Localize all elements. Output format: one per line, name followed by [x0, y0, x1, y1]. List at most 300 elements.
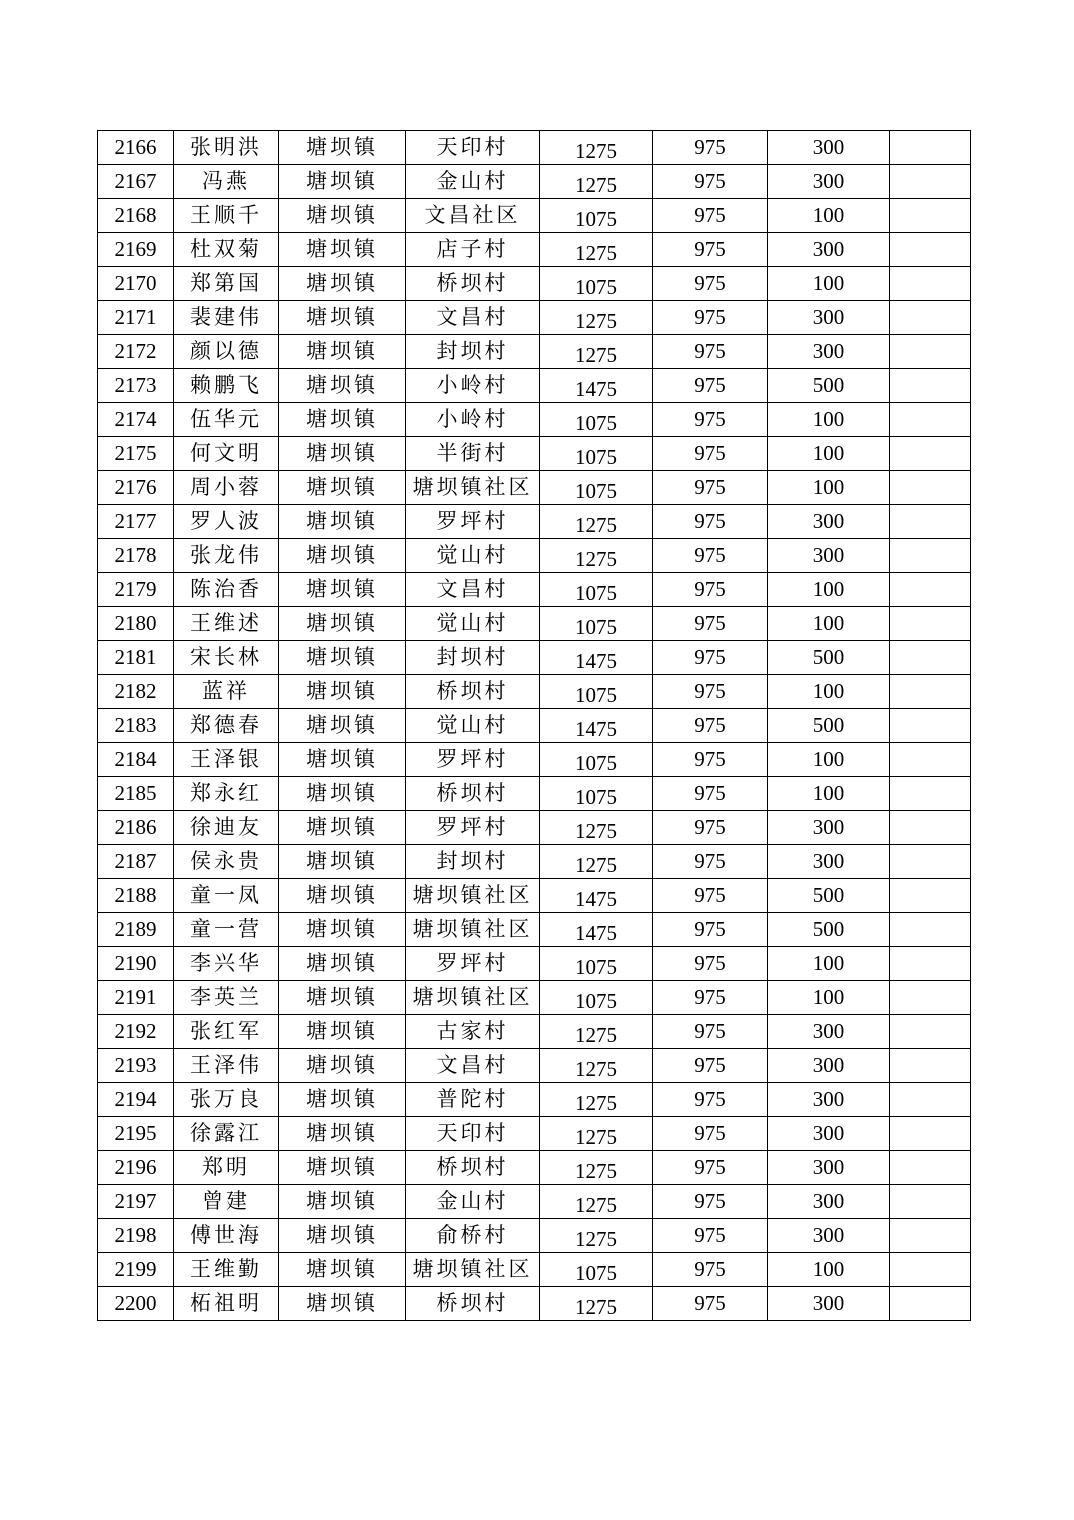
total-amount-value: 1275 — [575, 819, 617, 843]
total-amount-cell — [540, 947, 653, 981]
extra-amount-cell: 300 — [768, 1117, 890, 1151]
person-name-cell: 王顺千 — [174, 199, 279, 233]
total-amount-value: 1275 — [575, 1057, 617, 1081]
table-row — [98, 1185, 971, 1219]
person-name-cell: 王维述 — [174, 607, 279, 641]
total-amount-cell — [540, 403, 653, 437]
serial-number-cell: 2186 — [98, 811, 174, 845]
total-amount-cell — [540, 471, 653, 505]
extra-amount-cell: 500 — [768, 709, 890, 743]
table-row — [98, 641, 971, 675]
table-row — [98, 1049, 971, 1083]
total-amount-cell — [540, 437, 653, 471]
total-amount-value: 1275 — [575, 343, 617, 367]
person-name-cell: 王泽伟 — [174, 1049, 279, 1083]
total-amount-value: 1075 — [575, 751, 617, 775]
serial-number-cell: 2171 — [98, 301, 174, 335]
town-cell: 塘坝镇 — [279, 335, 406, 369]
remarks-cell — [890, 573, 971, 607]
remarks-cell — [890, 845, 971, 879]
village-cell: 觉山村 — [406, 607, 540, 641]
base-amount-cell: 975 — [653, 947, 768, 981]
total-amount-value: 1075 — [575, 275, 617, 299]
base-amount-cell: 975 — [653, 1151, 768, 1185]
serial-number-cell: 2177 — [98, 505, 174, 539]
town-cell: 塘坝镇 — [279, 1049, 406, 1083]
person-name-cell: 童一营 — [174, 913, 279, 947]
base-amount-cell: 975 — [653, 1253, 768, 1287]
person-name-cell: 周小蓉 — [174, 471, 279, 505]
village-cell: 桥坝村 — [406, 267, 540, 301]
serial-number-cell: 2180 — [98, 607, 174, 641]
total-amount-cell — [540, 233, 653, 267]
serial-number-cell: 2188 — [98, 879, 174, 913]
person-name-cell: 蓝祥 — [174, 675, 279, 709]
total-amount-cell — [540, 267, 653, 301]
village-cell: 店子村 — [406, 233, 540, 267]
serial-number-cell: 2178 — [98, 539, 174, 573]
total-amount-value: 1275 — [575, 241, 617, 265]
serial-number-cell: 2183 — [98, 709, 174, 743]
table-row — [98, 131, 971, 165]
base-amount-cell: 975 — [653, 199, 768, 233]
village-cell: 觉山村 — [406, 709, 540, 743]
total-amount-cell — [540, 879, 653, 913]
village-cell: 封坝村 — [406, 641, 540, 675]
person-name-cell: 郑德春 — [174, 709, 279, 743]
total-amount-cell — [540, 981, 653, 1015]
total-amount-cell — [540, 199, 653, 233]
table-row — [98, 607, 971, 641]
town-cell: 塘坝镇 — [279, 471, 406, 505]
town-cell: 塘坝镇 — [279, 947, 406, 981]
remarks-cell — [890, 369, 971, 403]
total-amount-value: 1075 — [575, 581, 617, 605]
extra-amount-cell: 300 — [768, 165, 890, 199]
town-cell: 塘坝镇 — [279, 709, 406, 743]
total-amount-value: 1075 — [575, 989, 617, 1013]
total-amount-cell — [540, 165, 653, 199]
base-amount-cell: 975 — [653, 403, 768, 437]
extra-amount-cell: 300 — [768, 1287, 890, 1321]
total-amount-value: 1475 — [575, 649, 617, 673]
total-amount-cell — [540, 743, 653, 777]
village-cell: 塘坝镇社区 — [406, 981, 540, 1015]
person-name-cell: 裴建伟 — [174, 301, 279, 335]
town-cell: 塘坝镇 — [279, 777, 406, 811]
remarks-cell — [890, 879, 971, 913]
remarks-cell — [890, 403, 971, 437]
person-name-cell: 何文明 — [174, 437, 279, 471]
total-amount-cell — [540, 845, 653, 879]
extra-amount-cell: 300 — [768, 233, 890, 267]
remarks-cell — [890, 811, 971, 845]
total-amount-cell — [540, 607, 653, 641]
extra-amount-cell: 300 — [768, 505, 890, 539]
remarks-cell — [890, 1083, 971, 1117]
base-amount-cell: 975 — [653, 165, 768, 199]
village-cell: 文昌村 — [406, 301, 540, 335]
village-cell: 天印村 — [406, 131, 540, 165]
extra-amount-cell: 100 — [768, 947, 890, 981]
serial-number-cell: 2198 — [98, 1219, 174, 1253]
village-cell: 罗坪村 — [406, 505, 540, 539]
total-amount-value: 1275 — [575, 1125, 617, 1149]
village-cell: 金山村 — [406, 165, 540, 199]
remarks-cell — [890, 913, 971, 947]
person-name-cell: 李英兰 — [174, 981, 279, 1015]
serial-number-cell: 2190 — [98, 947, 174, 981]
total-amount-cell — [540, 1185, 653, 1219]
base-amount-cell: 975 — [653, 573, 768, 607]
town-cell: 塘坝镇 — [279, 1083, 406, 1117]
village-cell: 金山村 — [406, 1185, 540, 1219]
town-cell: 塘坝镇 — [279, 1253, 406, 1287]
total-amount-cell — [540, 1083, 653, 1117]
remarks-cell — [890, 1049, 971, 1083]
extra-amount-cell: 100 — [768, 573, 890, 607]
village-cell: 文昌社区 — [406, 199, 540, 233]
town-cell: 塘坝镇 — [279, 131, 406, 165]
town-cell: 塘坝镇 — [279, 369, 406, 403]
subsidy-roster-table — [97, 130, 971, 1321]
extra-amount-cell: 300 — [768, 335, 890, 369]
base-amount-cell: 975 — [653, 913, 768, 947]
remarks-cell — [890, 335, 971, 369]
town-cell: 塘坝镇 — [279, 199, 406, 233]
remarks-cell — [890, 301, 971, 335]
person-name-cell: 李兴华 — [174, 947, 279, 981]
serial-number-cell: 2172 — [98, 335, 174, 369]
remarks-cell — [890, 1117, 971, 1151]
remarks-cell — [890, 437, 971, 471]
extra-amount-cell: 100 — [768, 777, 890, 811]
serial-number-cell: 2170 — [98, 267, 174, 301]
town-cell: 塘坝镇 — [279, 573, 406, 607]
total-amount-cell — [540, 335, 653, 369]
base-amount-cell: 975 — [653, 335, 768, 369]
table-row — [98, 1117, 971, 1151]
total-amount-cell — [540, 1015, 653, 1049]
total-amount-value: 1475 — [575, 717, 617, 741]
extra-amount-cell: 500 — [768, 879, 890, 913]
total-amount-cell — [540, 1117, 653, 1151]
town-cell: 塘坝镇 — [279, 505, 406, 539]
serial-number-cell: 2169 — [98, 233, 174, 267]
remarks-cell — [890, 1185, 971, 1219]
total-amount-cell — [540, 1049, 653, 1083]
extra-amount-cell: 300 — [768, 301, 890, 335]
total-amount-value: 1075 — [575, 615, 617, 639]
table-row — [98, 845, 971, 879]
total-amount-value: 1075 — [575, 479, 617, 503]
base-amount-cell: 975 — [653, 879, 768, 913]
base-amount-cell: 975 — [653, 1219, 768, 1253]
village-cell: 塘坝镇社区 — [406, 913, 540, 947]
remarks-cell — [890, 199, 971, 233]
table-row — [98, 777, 971, 811]
base-amount-cell: 975 — [653, 131, 768, 165]
extra-amount-cell: 100 — [768, 267, 890, 301]
town-cell: 塘坝镇 — [279, 675, 406, 709]
person-name-cell: 罗人波 — [174, 505, 279, 539]
table-row — [98, 437, 971, 471]
base-amount-cell: 975 — [653, 607, 768, 641]
person-name-cell: 宋长林 — [174, 641, 279, 675]
village-cell: 桥坝村 — [406, 1287, 540, 1321]
extra-amount-cell: 500 — [768, 641, 890, 675]
total-amount-value: 1275 — [575, 1227, 617, 1251]
town-cell: 塘坝镇 — [279, 811, 406, 845]
base-amount-cell: 975 — [653, 505, 768, 539]
person-name-cell: 陈治香 — [174, 573, 279, 607]
total-amount-cell — [540, 301, 653, 335]
total-amount-cell — [540, 1287, 653, 1321]
base-amount-cell: 975 — [653, 811, 768, 845]
total-amount-cell — [540, 811, 653, 845]
person-name-cell: 曾建 — [174, 1185, 279, 1219]
base-amount-cell: 975 — [653, 777, 768, 811]
village-cell: 塘坝镇社区 — [406, 471, 540, 505]
table-row — [98, 505, 971, 539]
village-cell: 桥坝村 — [406, 675, 540, 709]
serial-number-cell: 2176 — [98, 471, 174, 505]
remarks-cell — [890, 267, 971, 301]
table-row — [98, 981, 971, 1015]
extra-amount-cell: 300 — [768, 1049, 890, 1083]
village-cell: 普陀村 — [406, 1083, 540, 1117]
base-amount-cell: 975 — [653, 845, 768, 879]
extra-amount-cell: 100 — [768, 199, 890, 233]
extra-amount-cell: 100 — [768, 675, 890, 709]
person-name-cell: 张万良 — [174, 1083, 279, 1117]
village-cell: 罗坪村 — [406, 947, 540, 981]
town-cell: 塘坝镇 — [279, 539, 406, 573]
total-amount-cell — [540, 1253, 653, 1287]
total-amount-value: 1275 — [575, 1159, 617, 1183]
base-amount-cell: 975 — [653, 675, 768, 709]
serial-number-cell: 2187 — [98, 845, 174, 879]
total-amount-value: 1275 — [575, 853, 617, 877]
town-cell: 塘坝镇 — [279, 743, 406, 777]
village-cell: 觉山村 — [406, 539, 540, 573]
table-row — [98, 879, 971, 913]
serial-number-cell: 2192 — [98, 1015, 174, 1049]
table-row — [98, 675, 971, 709]
total-amount-value: 1275 — [575, 1193, 617, 1217]
total-amount-value: 1275 — [575, 139, 617, 163]
extra-amount-cell: 300 — [768, 845, 890, 879]
total-amount-cell — [540, 913, 653, 947]
town-cell: 塘坝镇 — [279, 1117, 406, 1151]
serial-number-cell: 2184 — [98, 743, 174, 777]
base-amount-cell: 975 — [653, 233, 768, 267]
town-cell: 塘坝镇 — [279, 1015, 406, 1049]
remarks-cell — [890, 1219, 971, 1253]
serial-number-cell: 2196 — [98, 1151, 174, 1185]
table-row — [98, 811, 971, 845]
town-cell: 塘坝镇 — [279, 301, 406, 335]
total-amount-cell — [540, 709, 653, 743]
total-amount-value: 1475 — [575, 887, 617, 911]
table-row — [98, 165, 971, 199]
base-amount-cell: 975 — [653, 1287, 768, 1321]
extra-amount-cell: 100 — [768, 981, 890, 1015]
table-row — [98, 947, 971, 981]
person-name-cell: 郑永红 — [174, 777, 279, 811]
person-name-cell: 郑第国 — [174, 267, 279, 301]
total-amount-value: 1475 — [575, 921, 617, 945]
person-name-cell: 童一凤 — [174, 879, 279, 913]
serial-number-cell: 2174 — [98, 403, 174, 437]
total-amount-value: 1275 — [575, 1295, 617, 1319]
table-row — [98, 199, 971, 233]
remarks-cell — [890, 743, 971, 777]
serial-number-cell: 2194 — [98, 1083, 174, 1117]
village-cell: 塘坝镇社区 — [406, 879, 540, 913]
base-amount-cell: 975 — [653, 1015, 768, 1049]
table-row — [98, 335, 971, 369]
extra-amount-cell: 300 — [768, 131, 890, 165]
village-cell: 桥坝村 — [406, 777, 540, 811]
base-amount-cell: 975 — [653, 1117, 768, 1151]
base-amount-cell: 975 — [653, 471, 768, 505]
base-amount-cell: 975 — [653, 301, 768, 335]
remarks-cell — [890, 471, 971, 505]
village-cell: 天印村 — [406, 1117, 540, 1151]
total-amount-cell — [540, 505, 653, 539]
person-name-cell: 侯永贵 — [174, 845, 279, 879]
town-cell: 塘坝镇 — [279, 403, 406, 437]
total-amount-value: 1075 — [575, 785, 617, 809]
extra-amount-cell: 100 — [768, 743, 890, 777]
extra-amount-cell: 300 — [768, 539, 890, 573]
table-row — [98, 403, 971, 437]
serial-number-cell: 2173 — [98, 369, 174, 403]
remarks-cell — [890, 505, 971, 539]
total-amount-value: 1275 — [575, 173, 617, 197]
town-cell: 塘坝镇 — [279, 437, 406, 471]
town-cell: 塘坝镇 — [279, 913, 406, 947]
table-row — [98, 233, 971, 267]
total-amount-cell — [540, 369, 653, 403]
total-amount-value: 1275 — [575, 1023, 617, 1047]
table-row — [98, 1151, 971, 1185]
table-row — [98, 1083, 971, 1117]
total-amount-cell — [540, 675, 653, 709]
base-amount-cell: 975 — [653, 539, 768, 573]
total-amount-value: 1075 — [575, 411, 617, 435]
serial-number-cell: 2200 — [98, 1287, 174, 1321]
serial-number-cell: 2181 — [98, 641, 174, 675]
village-cell: 塘坝镇社区 — [406, 1253, 540, 1287]
extra-amount-cell: 500 — [768, 369, 890, 403]
village-cell: 桥坝村 — [406, 1151, 540, 1185]
total-amount-value: 1275 — [575, 309, 617, 333]
serial-number-cell: 2197 — [98, 1185, 174, 1219]
total-amount-cell — [540, 641, 653, 675]
base-amount-cell: 975 — [653, 1049, 768, 1083]
total-amount-cell — [540, 573, 653, 607]
base-amount-cell: 975 — [653, 641, 768, 675]
village-cell: 古家村 — [406, 1015, 540, 1049]
table-row — [98, 301, 971, 335]
serial-number-cell: 2168 — [98, 199, 174, 233]
serial-number-cell: 2191 — [98, 981, 174, 1015]
person-name-cell: 傅世海 — [174, 1219, 279, 1253]
extra-amount-cell: 100 — [768, 1253, 890, 1287]
total-amount-cell — [540, 539, 653, 573]
remarks-cell — [890, 1287, 971, 1321]
base-amount-cell: 975 — [653, 267, 768, 301]
person-name-cell: 张龙伟 — [174, 539, 279, 573]
village-cell: 半街村 — [406, 437, 540, 471]
town-cell: 塘坝镇 — [279, 1185, 406, 1219]
remarks-cell — [890, 131, 971, 165]
serial-number-cell: 2182 — [98, 675, 174, 709]
town-cell: 塘坝镇 — [279, 641, 406, 675]
serial-number-cell: 2179 — [98, 573, 174, 607]
town-cell: 塘坝镇 — [279, 845, 406, 879]
total-amount-value: 1275 — [575, 547, 617, 571]
person-name-cell: 徐露江 — [174, 1117, 279, 1151]
extra-amount-cell: 100 — [768, 607, 890, 641]
base-amount-cell: 975 — [653, 981, 768, 1015]
person-name-cell: 王维勤 — [174, 1253, 279, 1287]
table-row — [98, 539, 971, 573]
person-name-cell: 张明洪 — [174, 131, 279, 165]
table-row — [98, 471, 971, 505]
remarks-cell — [890, 539, 971, 573]
serial-number-cell: 2175 — [98, 437, 174, 471]
town-cell: 塘坝镇 — [279, 879, 406, 913]
person-name-cell: 冯燕 — [174, 165, 279, 199]
table-row — [98, 743, 971, 777]
remarks-cell — [890, 709, 971, 743]
base-amount-cell: 975 — [653, 1083, 768, 1117]
village-cell: 封坝村 — [406, 335, 540, 369]
remarks-cell — [890, 675, 971, 709]
person-name-cell: 赖鹏飞 — [174, 369, 279, 403]
total-amount-value: 1075 — [575, 1261, 617, 1285]
person-name-cell: 徐迪友 — [174, 811, 279, 845]
extra-amount-cell: 300 — [768, 811, 890, 845]
total-amount-value: 1275 — [575, 1091, 617, 1115]
remarks-cell — [890, 165, 971, 199]
serial-number-cell: 2195 — [98, 1117, 174, 1151]
person-name-cell: 颜以德 — [174, 335, 279, 369]
remarks-cell — [890, 981, 971, 1015]
remarks-cell — [890, 607, 971, 641]
total-amount-cell — [540, 1219, 653, 1253]
village-cell: 封坝村 — [406, 845, 540, 879]
serial-number-cell: 2166 — [98, 131, 174, 165]
table-row — [98, 709, 971, 743]
person-name-cell: 杜双菊 — [174, 233, 279, 267]
base-amount-cell: 975 — [653, 709, 768, 743]
extra-amount-cell: 300 — [768, 1083, 890, 1117]
remarks-cell — [890, 1253, 971, 1287]
remarks-cell — [890, 233, 971, 267]
person-name-cell: 郑明 — [174, 1151, 279, 1185]
extra-amount-cell: 100 — [768, 403, 890, 437]
serial-number-cell: 2167 — [98, 165, 174, 199]
base-amount-cell: 975 — [653, 369, 768, 403]
serial-number-cell: 2193 — [98, 1049, 174, 1083]
total-amount-value: 1075 — [575, 683, 617, 707]
serial-number-cell: 2185 — [98, 777, 174, 811]
town-cell: 塘坝镇 — [279, 267, 406, 301]
